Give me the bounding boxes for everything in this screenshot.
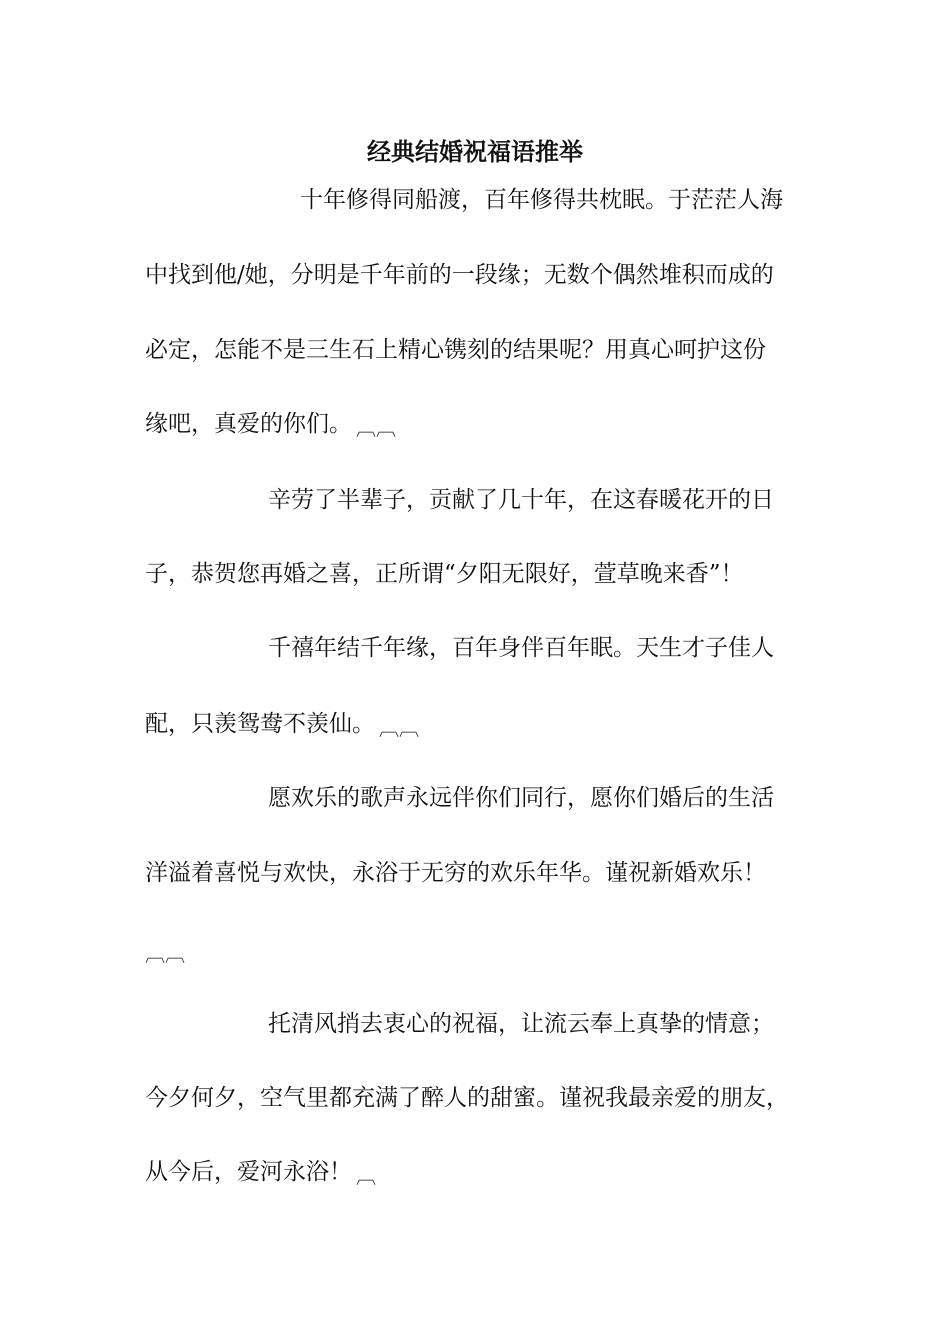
bracket-mark: ︹︹ bbox=[379, 716, 419, 740]
paragraph-5-line-3-text: 从今后，爱河永浴！ bbox=[145, 1159, 352, 1185]
paragraph-1-line-1: 十年修得同船渡，百年修得共枕眠。于茫茫人海 bbox=[300, 187, 783, 213]
paragraph-3-line-2 bbox=[145, 708, 825, 744]
paragraph-4-line-1: 愿欢乐的歌声永远伴你们同行，愿你们婚后的生活 bbox=[268, 785, 774, 811]
bracket-mark: ︹︹ bbox=[356, 416, 396, 440]
bracket-mark: ︹ bbox=[356, 1164, 376, 1188]
paragraph-4-line-2: 洋溢着喜悦与欢快，永浴于无穷的欢乐年华。谨祝新婚欢乐！ bbox=[145, 860, 766, 886]
paragraph-5-line-1: 托清风捎去衷心的祝福，让流云奉上真挚的情意； bbox=[268, 1011, 774, 1037]
paragraph-2-line-2: 子，恭贺您再婚之喜，正所谓“夕阳无限好，萱草晚来香”！ bbox=[145, 561, 744, 587]
document-title: 经典结婚祝福语推举 bbox=[367, 137, 583, 166]
paragraph-1-line-3: 必定，怎能不是三生石上精心镌刻的结果呢？用真心呵护这份 bbox=[145, 337, 766, 363]
paragraph-2-line-1: 辛劳了半辈子，贡献了几十年，在这春暖花开的日 bbox=[268, 487, 774, 513]
paragraph-5-line-3 bbox=[145, 1156, 825, 1192]
paragraph-3-line-1: 千禧年结千年缘，百年身伴百年眠。天生才子佳人 bbox=[268, 635, 774, 661]
paragraph-1-line-4-text: 缘吧，真爱的你们。 bbox=[145, 411, 352, 437]
paragraph-1-line-2: 中找到他/她，分明是千年前的一段缘；无数个偶然堆积而成的 bbox=[145, 262, 774, 288]
paragraph-5-line-2: 今夕何夕，空气里都充满了醉人的甜蜜。谨祝我最亲爱的朋友， bbox=[145, 1085, 789, 1111]
paragraph-3-line-2-text: 配，只羡鸳鸯不羡仙。 bbox=[145, 711, 375, 737]
paragraph-1-line-4 bbox=[145, 408, 825, 444]
bracket-mark: ︹︹ bbox=[145, 942, 185, 966]
